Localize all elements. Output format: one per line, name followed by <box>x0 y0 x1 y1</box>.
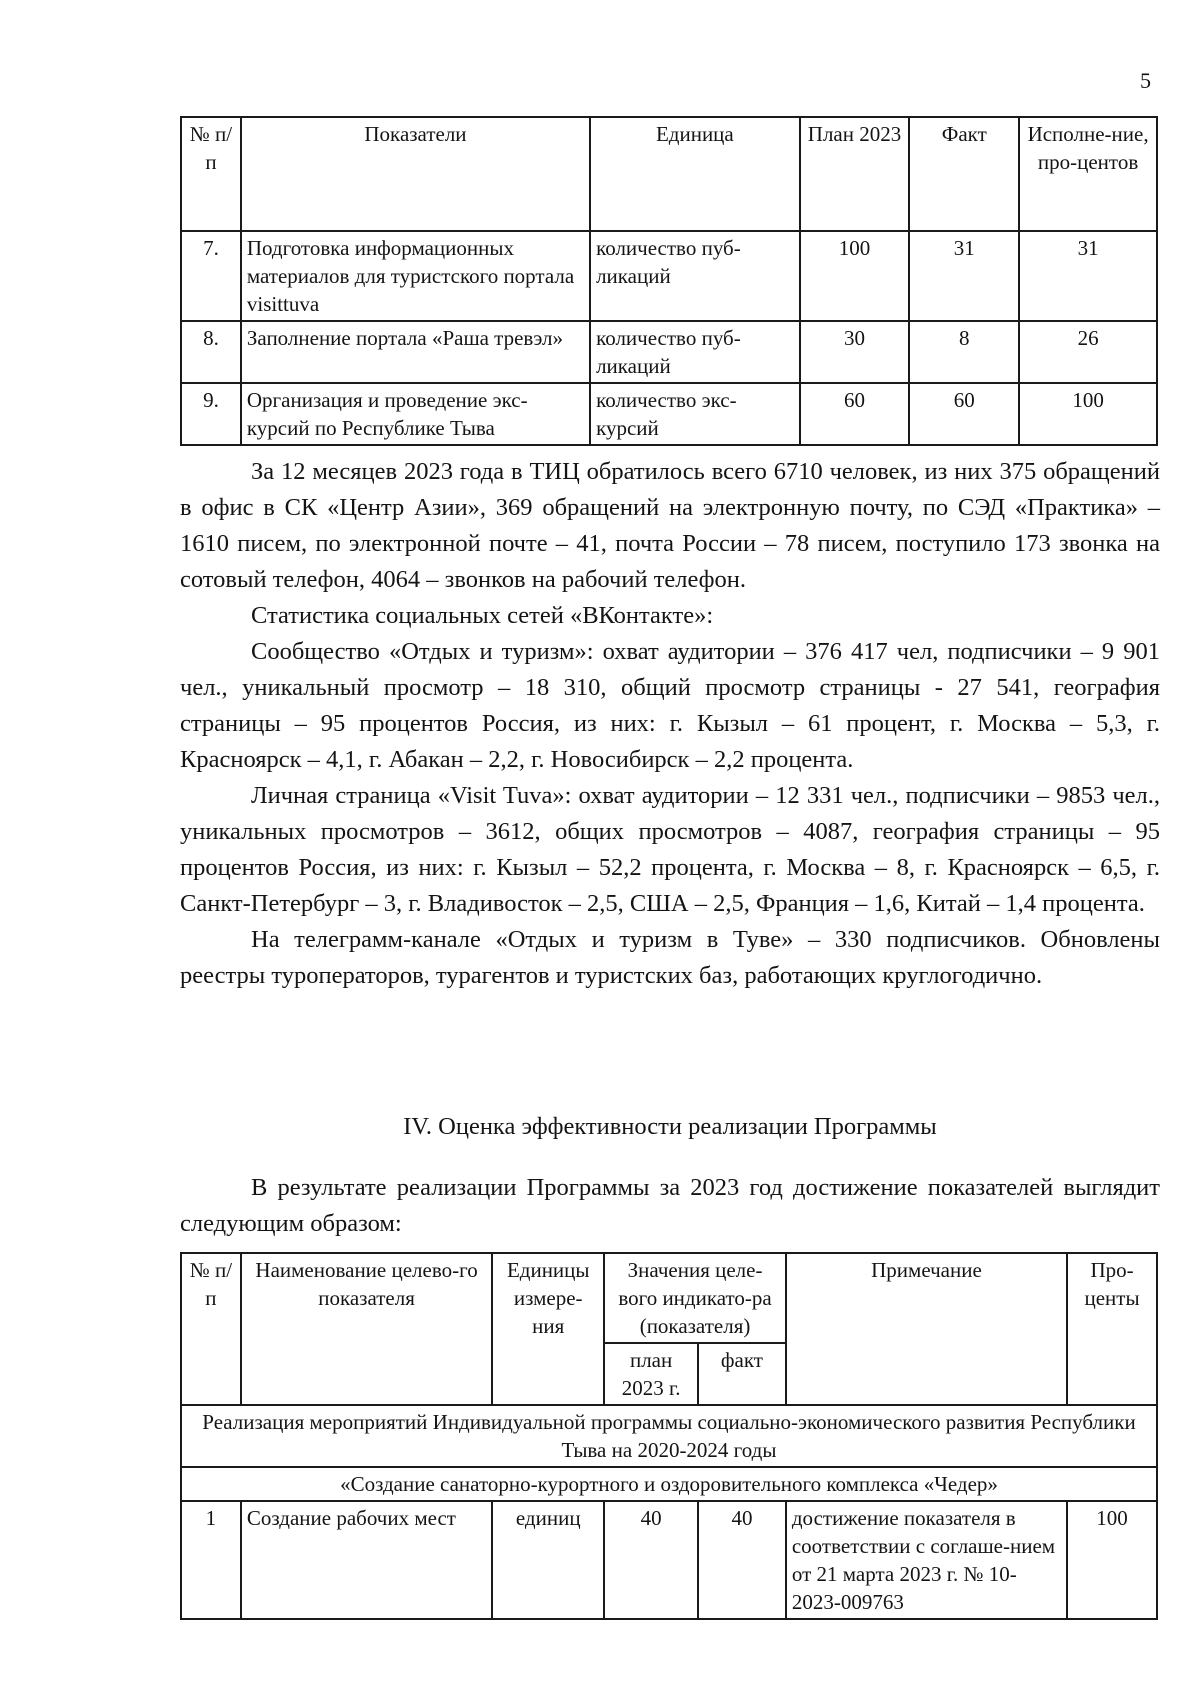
column-header: Про-центы <box>1067 1253 1157 1405</box>
intro-text <box>180 1170 1160 1242</box>
column-header: Факт <box>909 117 1019 231</box>
unit-cell: количество пуб-ликаций <box>590 231 800 321</box>
column-header: Единицы измере-ния <box>492 1253 604 1405</box>
page-number: 5 <box>1140 68 1151 93</box>
unit-cell: количество пуб-ликаций <box>590 321 800 383</box>
percent-cell: 26 <box>1019 321 1157 383</box>
efficiency-table <box>180 1252 1158 1620</box>
column-header: № п/п <box>181 117 241 231</box>
column-header: Значения целе-вого индикато-ра (показателя) <box>604 1253 786 1343</box>
body-text <box>180 454 1160 994</box>
subsection-title: «Создание санаторно-курортного и оздоровительного комплекса «Чедер» <box>181 1467 1157 1501</box>
column-header: Примечание <box>786 1253 1067 1405</box>
table-row <box>181 1501 1157 1619</box>
unit-cell: единиц <box>492 1501 604 1619</box>
column-header: План 2023 <box>800 117 910 231</box>
plan-cell: 100 <box>800 231 910 321</box>
paragraph: На телеграмм-канале «Отдых и туризм в Туве» – 330 подписчиков. Обновлены реестры туроператоров, турагентов и туристских баз, работающих круглогодично. <box>180 926 1160 989</box>
column-header: Наименование целево-го показателя <box>241 1253 492 1405</box>
column-header: № п/п <box>181 1253 241 1405</box>
note-cell: достижение показателя в соответствии с соглаше-нием от 21 марта 2023 г. № 10-2023-009763 <box>786 1501 1067 1619</box>
table-header-row <box>181 117 1157 231</box>
row-number: 7. <box>181 231 241 321</box>
row-number: 8. <box>181 321 241 383</box>
plan-cell: 30 <box>800 321 910 383</box>
percent-cell: 100 <box>1019 383 1157 445</box>
percent-cell: 100 <box>1067 1501 1157 1619</box>
unit-cell: количество экс-курсий <box>590 383 800 445</box>
percent-cell: 31 <box>1019 231 1157 321</box>
table-row <box>181 383 1157 445</box>
section-row <box>181 1467 1157 1501</box>
indicator-cell: Заполнение портала «Раша тревэл» <box>241 321 590 383</box>
section-row <box>181 1405 1157 1467</box>
section-heading: IV. Оценка эффективности реализации Программы <box>403 1113 937 1140</box>
row-number: 9. <box>181 383 241 445</box>
table-row <box>181 231 1157 321</box>
paragraph: Личная страница «Visit Tuva»: охват аудитории – 12 331 чел., подписчики – 9853 чел., уникальных просмотров – 3612, общих просмотров – 4087, география страницы – 95 процентов Россия, из них: г. Кызыл – 52,2 процента, г. Москва – 8, г. Красноярск – 6,5, г. Санкт-Петербург – 3, г. Владивосток – 2,5, США – 2,5, Франция – 1,6, Китай – 1,4 процента. <box>180 782 1160 917</box>
fact-cell: 8 <box>909 321 1019 383</box>
table-row <box>181 321 1157 383</box>
plan-cell: 60 <box>800 383 910 445</box>
table-header-row <box>181 1253 1157 1343</box>
paragraph: В результате реализации Программы за 2023 год достижение показателей выглядит следующим образом: <box>180 1174 1160 1237</box>
column-header: Единица <box>590 117 800 231</box>
fact-cell: 60 <box>909 383 1019 445</box>
column-header: план 2023 г. <box>604 1343 698 1405</box>
fact-cell: 40 <box>698 1501 786 1619</box>
fact-cell: 31 <box>909 231 1019 321</box>
indicators-table <box>180 116 1158 446</box>
column-header: Исполне-ние, про-центов <box>1019 117 1157 231</box>
indicator-cell: Подготовка информационных материалов для туристского портала visittuva <box>241 231 590 321</box>
paragraph: За 12 месяцев 2023 года в ТИЦ обратилось всего 6710 человек, из них 375 обращений в офис в СК «Центр Азии», 369 обращений на электронную почту, по СЭД «Практика» – 1610 писем, по электронной почте – 41, почта России – 78 писем, поступило 173 звонка на сотовый телефон, 4064 – звонков на рабочий телефон. <box>180 458 1160 593</box>
paragraph: Статистика социальных сетей «ВКонтакте»: <box>251 602 714 629</box>
indicator-cell: Организация и проведение экс-курсий по Республике Тыва <box>241 383 590 445</box>
column-header: Показатели <box>241 117 590 231</box>
section-title: Реализация мероприятий Индивидуальной программы социально-экономического развития Республики Тыва на 2020-2024 годы <box>181 1405 1157 1467</box>
paragraph: Сообщество «Отдых и туризм»: охват аудитории – 376 417 чел, подписчики – 9 901 чел., уникальный просмотр – 18 310, общий просмотр страницы - 27 541, география страницы – 95 процентов Россия, из них: г. Кызыл – 61 процент, г. Москва – 5,3, г. Красноярск – 4,1, г. Абакан – 2,2, г. Новосибирск – 2,2 процента. <box>180 638 1160 773</box>
column-header: факт <box>698 1343 786 1405</box>
indicator-cell: Создание рабочих мест <box>241 1501 492 1619</box>
plan-cell: 40 <box>604 1501 698 1619</box>
row-number: 1 <box>181 1501 241 1619</box>
